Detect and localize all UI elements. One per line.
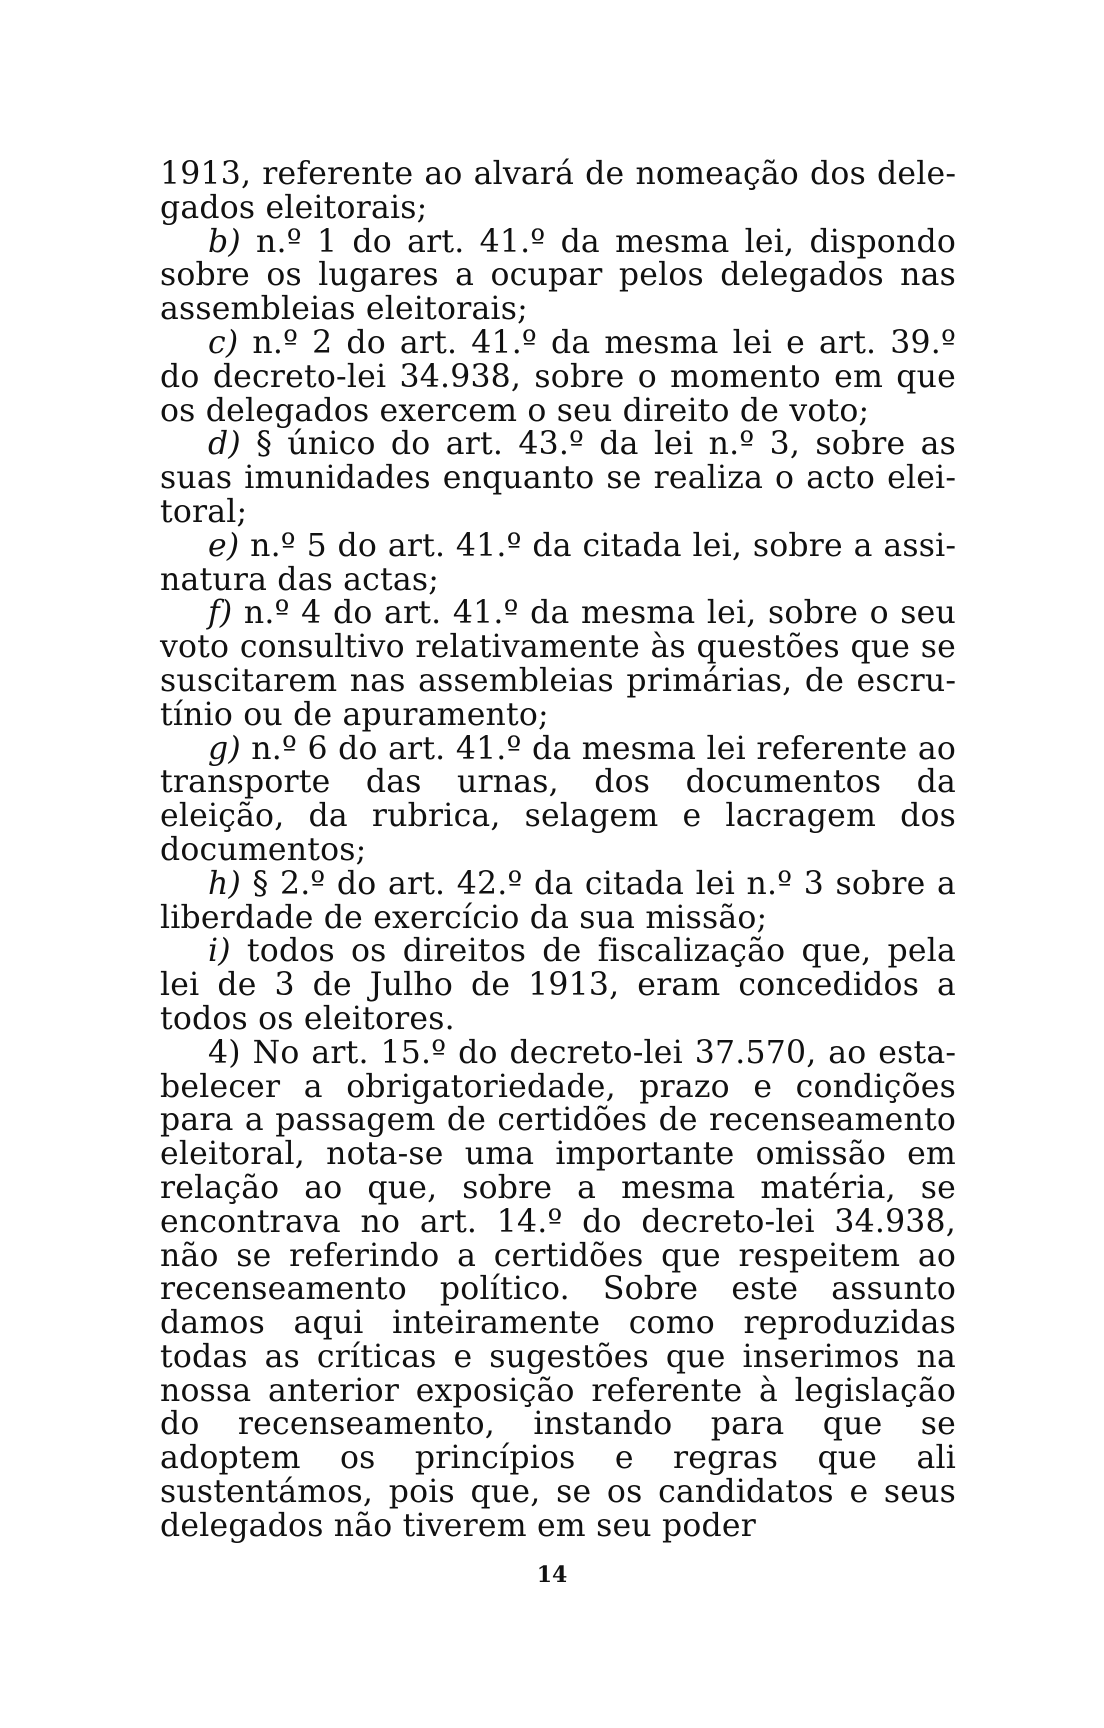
paragraph-0	[160, 158, 956, 226]
list-item-b	[160, 223, 956, 328]
item-text: § 2.º do art. 42.º da citada lei n.º 3 sobre a liberdade de exercício da sua missão;	[160, 865, 956, 936]
item-text: n.º 4 do art. 41.º da mesma lei, sobre o seu voto consultivo relativamente às questões que se suscitarem nas assembleias primárias, de escrutínio ou de apuramento;	[160, 595, 956, 733]
item-letter: g)	[208, 730, 241, 767]
list-item-d	[160, 428, 956, 529]
item-letter: e)	[208, 527, 240, 564]
item-text: n.º 2 do art. 41.º da mesma lei e art. 39.º do decreto-lei 34.938, sobre o momento em que os delegados exercem o seu direito de voto;	[160, 324, 956, 429]
list-item-f	[160, 597, 956, 732]
paragraph-4	[160, 1034, 956, 1544]
list-item-h	[160, 865, 956, 936]
list-item-g	[160, 730, 956, 868]
item-text: n.º 1 do art. 41.º da mesma lei, dispondo sobre os lugares a ocupar pelos delegados nas assembleias eleitorais;	[160, 223, 956, 328]
item-letter: b)	[208, 223, 241, 260]
list-item-i	[160, 935, 956, 1036]
item-text: n.º 6 do art. 41.º da mesma lei referente ao transporte das urnas, dos documentos da eleição, da rubrica, selagem e lacragem dos documentos;	[160, 730, 956, 868]
item-text: § único do art. 43.º da lei n.º 3, sobre as suas imunidades enquanto se realiza o acto eleitoral;	[160, 426, 956, 530]
list-item-c	[160, 324, 956, 429]
document-body	[160, 158, 956, 1544]
item-text: n.º 5 do art. 41.º da citada lei, sobre a assinatura das actas;	[160, 527, 956, 598]
page-number: 14	[536, 1562, 568, 1588]
list-item-e	[160, 527, 956, 598]
item-letter: i)	[208, 933, 231, 970]
paragraph-text: 1913, referente ao alvará de nomeação dos delegados eleitorais;	[160, 156, 956, 226]
item-letter: d)	[208, 426, 241, 463]
paragraph-text: 4) No art. 15.º do decreto-lei 37.570, ao estabelecer a obrigatoriedade, prazo e condições para a passagem de certidões de recenseamento eleitoral, nota-se uma importante omissão em relação ao que, sobre a mesma matéria, se encontrava no art. 14.º do decreto-lei 34.938, não se referindo a certidões que respeitem ao recenseamento político. Sobre este assunto damos aqui inteiramente como reproduzidas todas as críticas e sugestões que inserimos na nossa anterior exposição referente à legislação do recenseamento, instando para que se adoptem os princípios e regras que ali sustentámos, pois que, se os candidatos e seus delegados não tiverem em seu poder	[160, 1034, 956, 1544]
item-letter: f)	[208, 595, 233, 632]
item-letter: c)	[208, 324, 239, 361]
item-letter: h)	[208, 865, 241, 902]
item-text: todos os direitos de fiscalização que, pela lei de 3 de Julho de 1913, eram concedidos a todos os eleitores.	[160, 933, 956, 1037]
